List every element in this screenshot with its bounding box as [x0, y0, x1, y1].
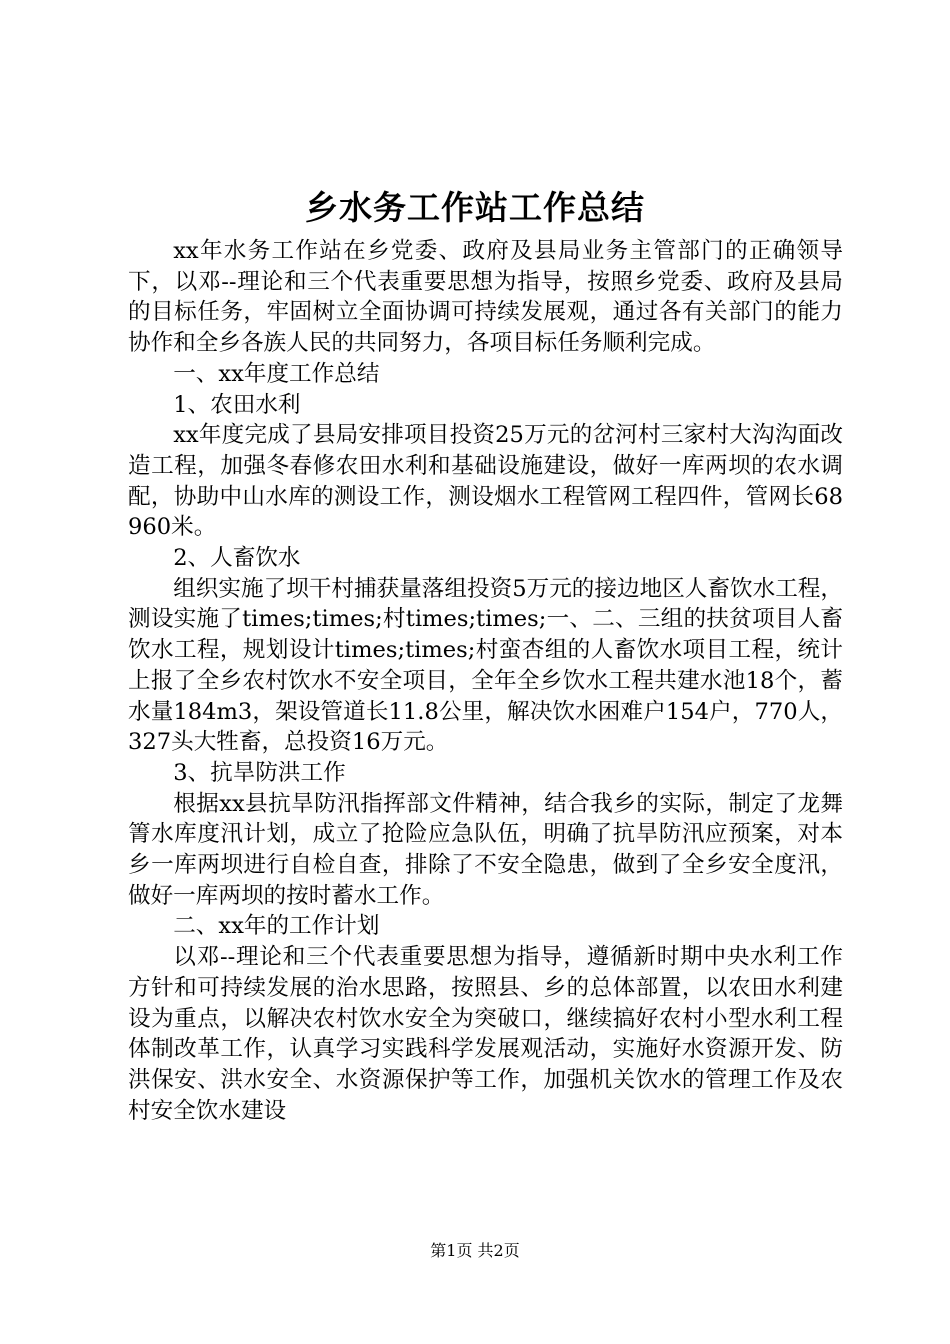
- section-heading-plan: 二、xx年的工作计划: [173, 913, 380, 940]
- page-title: 乡水务工作站工作总结: [305, 188, 645, 227]
- subsection-heading-farmland: 1、农田水利: [173, 391, 301, 418]
- paragraph-plan: 以邓--理论和三个代表重要思想为指导，遵循新时期中央水利工作方针和可持续发展的治水思路，按照县、乡的总体部置，以农田水利建设为重点，以解决农村饮水安全为突破口，继续搞好农村小型水利工程体制改革工作，认真学习实践科学发展观活动，实施好水资源开发、防洪保安、洪水安全、水资源保护等工作，加强机关饮水的管理工作及农村安全饮水建设: [128, 944, 843, 1124]
- paragraph-farmland: xx年度完成了县局安排项目投资25万元的岔河村三家村大沟沟面改造工程，加强冬春修农田水利和基础设施建设，做好一库两坝的农水调配，协助中山水库的测设工作，测设烟水工程管网工程四件，管网长68960米。: [128, 422, 843, 541]
- paragraph-drinking-water: 组织实施了坝干村捕获量落组投资5万元的接边地区人畜饮水工程，测设实施了times;times;村times;times;一、二、三组的扶贫项目人畜饮水工程，规划设计times;times;村蛮杏组的人畜饮水项目工程，统计上报了全乡农村饮水不安全项目，全年全乡饮水工程共建水池18个，蓄水量184m3，架设管道长11.8公里，解决饮水困难户154户，770人，327头大牲畜，总投资16万元。: [128, 575, 843, 756]
- paragraph-flood-control: 根据xx县抗旱防汛指挥部文件精神，结合我乡的实际，制定了龙舞箐水库度汛计划，成立了抢险应急队伍，明确了抗旱防汛应预案，对本乡一库两坝进行自检自查，排除了不安全隐患，做到了全乡安全度汛，做好一库两坝的按时蓄水工作。: [128, 790, 843, 909]
- subsection-heading-drinking-water: 2、人畜饮水: [173, 545, 301, 572]
- page-footer: 第1页 共2页: [430, 1241, 520, 1260]
- document-body: [128, 236, 843, 1126]
- subsection-heading-flood-control: 3、抗旱防洪工作: [173, 759, 346, 786]
- paragraph-intro: xx年水务工作站在乡党委、政府及县局业务主管部门的正确领导下，以邓--理论和三个代表重要思想为指导，按照乡党委、政府及县局的目标任务，牢固树立全面协调可持续发展观，通过各有关部门的能力协作和全乡各族人民的共同努力，各项目标任务顺利完成。: [128, 238, 843, 357]
- section-heading-summary: 一、xx年度工作总结: [173, 360, 380, 387]
